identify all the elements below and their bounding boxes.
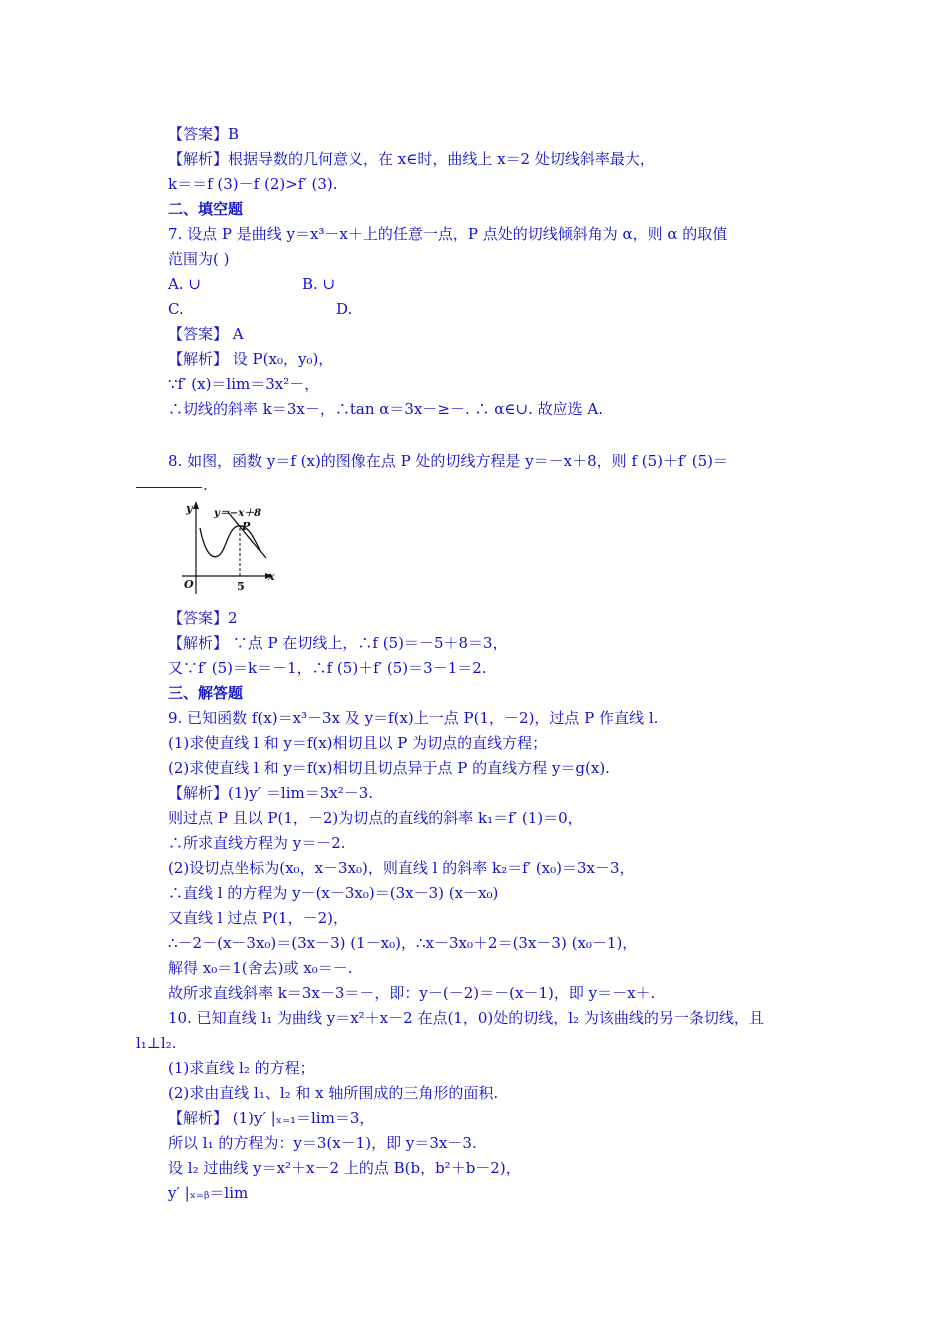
blank-period: . xyxy=(203,476,208,494)
section-heading: 三、解答题 xyxy=(168,684,244,702)
text-line: 9. 已知函数 f(x)＝x³－3x 及 y＝f(x)上一点 P(1，－2)，过点 P 作直线 l. xyxy=(168,709,659,727)
text-line: 解得 x₀＝1(舍去)或 x₀＝－. xyxy=(168,959,353,977)
text-line: 【解析】根据导数的几何意义，在 x∈时，曲线上 x＝2 处切线斜率最大， xyxy=(168,150,655,168)
text-line: 故所求直线斜率 k＝3x－3＝－，即：y－(－2)＝－(x－1)，即 y＝－x＋. xyxy=(168,984,656,1002)
text-line: 【解析】 设 P(x₀，y₀)， xyxy=(168,350,334,368)
text-line: l₁⊥l₂. xyxy=(136,1034,177,1052)
text-line: 10. 已知直线 l₁ 为曲线 y＝x²＋x－2 在点(1，0)处的切线，l₂ 为该曲线的另一条切线，且 xyxy=(168,1009,764,1027)
tick-label-5: 5 xyxy=(237,580,245,593)
text-line: y′ |ₓ₌ᵦ＝lim xyxy=(168,1184,249,1202)
origin-label: O xyxy=(184,578,194,591)
text-line: ∵f′ (x)＝lim＝3x²－， xyxy=(168,375,320,393)
text-line: 7. 设点 P 是曲线 y＝x³－x＋上的任意一点，P 点处的切线倾斜角为 α，则 α 的取值 xyxy=(168,225,728,243)
tangent-equation-label: y＝−x＋8 xyxy=(214,508,262,519)
text-line: (2)求由直线 l₁、l₂ 和 x 轴所围成的三角形的面积. xyxy=(168,1084,499,1102)
text-line: k＝＝f (3)－f (2)>f′ (3). xyxy=(168,175,338,193)
text-line: (1)求直线 l₂ 的方程； xyxy=(168,1059,315,1077)
function-curve xyxy=(200,526,260,557)
point-p-label: P xyxy=(242,520,251,533)
text-line: (2)设切点坐标为(x₀，x－3x₀)，则直线 l 的斜率 k₂＝f′ (x₀)＝3x－3， xyxy=(168,859,635,877)
text-line: 【答案】 A xyxy=(168,325,244,343)
text-line: 【答案】B xyxy=(168,125,240,143)
text-line: ∴所求直线方程为 y＝－2. xyxy=(168,834,346,852)
function-graph-figure xyxy=(174,498,284,596)
text-line: ∴－2－(x－3x₀)＝(3x－3) (1－x₀)，∴x－3x₀＋2＝(3x－3) (x₀－1)， xyxy=(168,934,638,952)
text-line: 【解析】 (1)y′ |ₓ₌₁＝lim＝3， xyxy=(168,1109,375,1127)
text-line: 又直线 l 过点 P(1，－2)， xyxy=(168,909,348,927)
section-heading: 二、填空题 xyxy=(168,200,244,218)
text-line: (2)求使直线 l 和 y＝f(x)相切且切点异于点 P 的直线方程 y＝g(x). xyxy=(168,759,610,777)
answer-blank xyxy=(136,487,202,488)
x-axis-label: x xyxy=(268,570,275,583)
text-line: 【答案】2 xyxy=(168,609,238,627)
text-line: ∴直线 l 的方程为 y－(x－3x₀)＝(3x－3) (x－x₀) xyxy=(168,884,499,902)
y-axis-label: y xyxy=(186,502,193,515)
text-line: 设 l₂ 过曲线 y＝x²＋x－2 上的点 B(b，b²＋b－2)， xyxy=(168,1159,521,1177)
text-line: B. ∪ xyxy=(302,275,336,293)
text-line: A. ∪ xyxy=(168,275,201,293)
text-line: D. xyxy=(336,300,353,318)
text-line: 范围为( ) xyxy=(168,250,230,268)
text-line: 则过点 P 且以 P(1，－2)为切点的直线的斜率 k₁＝f′ (1)＝0， xyxy=(168,809,583,827)
text-line: 【解析】(1)y′ ＝lim＝3x²－3. xyxy=(168,784,374,802)
text-line: 【解析】 ∵点 P 在切线上，∴f (5)＝－5＋8＝3， xyxy=(168,634,508,652)
text-line: 又∵f′ (5)＝k＝－1，∴f (5)＋f′ (5)＝3－1＝2. xyxy=(168,659,487,677)
text-line: ∴切线的斜率 k＝3x－，∴tan α＝3x－≥－. ∴ α∈∪. 故应选 A. xyxy=(168,400,603,418)
text-line: 所以 l₁ 的方程为：y＝3(x－1)，即 y＝3x－3. xyxy=(168,1134,477,1152)
y-axis-arrow xyxy=(193,501,199,509)
text-line: (1)求使直线 l 和 y＝f(x)相切且以 P 为切点的直线方程； xyxy=(168,734,548,752)
text-line: C. xyxy=(168,300,184,318)
text-line: 8. 如图，函数 y＝f (x)的图像在点 P 处的切线方程是 y＝－x＋8，则 f (5)＋f′ (5)＝ xyxy=(168,452,728,470)
